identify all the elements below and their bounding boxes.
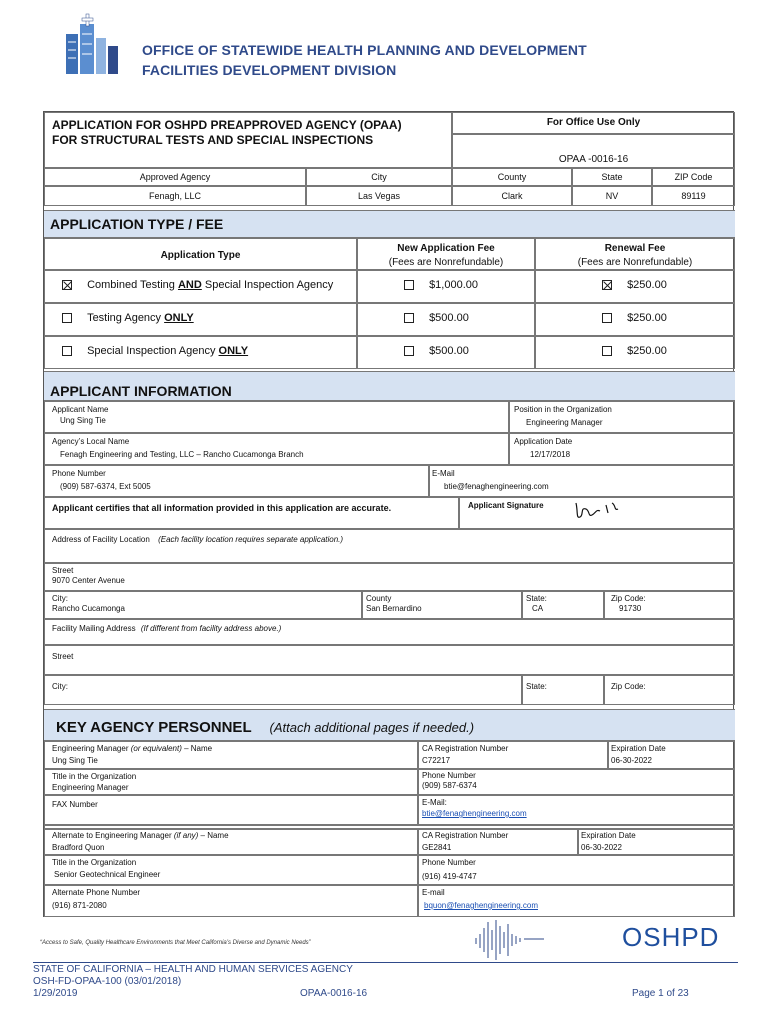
em-ca-reg-value: C72217 bbox=[422, 756, 451, 765]
fee-row-special bbox=[62, 345, 248, 357]
email-value: btie@fenaghengineering.com bbox=[444, 482, 549, 491]
alt-ca-reg-value: GE2841 bbox=[422, 843, 452, 852]
combined-type-label-pre: Combined Testing bbox=[87, 279, 178, 291]
testing-renew-fee-checkbox[interactable] bbox=[602, 313, 612, 323]
form-title-line2: FOR STRUCTURAL TESTS AND SPECIAL INSPECTIONS bbox=[52, 133, 374, 147]
alt-email-label: E-mail bbox=[422, 888, 445, 897]
header-line2: FACILITIES DEVELOPMENT DIVISION bbox=[142, 62, 397, 78]
alt-name-label-post: – Name bbox=[198, 831, 229, 840]
mailing-state-label: State: bbox=[526, 682, 547, 691]
phone-value: (909) 587-6374, Ext 5005 bbox=[60, 482, 151, 491]
certify-statement: Applicant certifies that all information provided in this application are accurate. bbox=[52, 503, 392, 513]
col-renewal-fee bbox=[535, 242, 735, 270]
special-new-fee-amount: $500.00 bbox=[429, 345, 469, 357]
testing-renew-fee bbox=[602, 312, 667, 324]
alt-email-link[interactable]: bquon@fenaghengineering.com bbox=[424, 901, 538, 910]
city-value: Las Vegas bbox=[357, 191, 401, 201]
applicant-section-header: APPLICANT INFORMATION bbox=[44, 371, 735, 401]
facility-city-label: City: bbox=[52, 594, 68, 603]
footer-motto: “Access to Safe, Quality Healthcare Environments that Meet California’s Diverse and Dynamic Needs” bbox=[40, 940, 311, 946]
applicant-name-value: Ung Sing Tie bbox=[60, 416, 106, 425]
special-new-fee-checkbox[interactable] bbox=[404, 346, 414, 356]
alt-ca-reg-label: CA Registration Number bbox=[422, 831, 509, 840]
facility-state-value: CA bbox=[532, 604, 544, 613]
application-date-label: Application Date bbox=[514, 437, 573, 446]
personnel-title: KEY AGENCY PERSONNEL bbox=[56, 719, 252, 736]
em-phone-value: (909) 587-6374 bbox=[422, 781, 477, 790]
combined-type-label-em: AND bbox=[177, 279, 202, 291]
zip-value: 89119 bbox=[681, 191, 706, 201]
testing-new-fee-checkbox[interactable] bbox=[404, 313, 414, 323]
col-new-fee-sub: (Fees are Nonrefundable) bbox=[388, 257, 504, 268]
street-value: 9070 Center Avenue bbox=[52, 576, 125, 585]
facility-state-label: State: bbox=[526, 594, 547, 603]
testing-new-fee-amount: $500.00 bbox=[429, 312, 469, 324]
combined-type-checkbox[interactable] bbox=[62, 280, 72, 290]
alt-name-label-pre: Alternate to Engineering Manager bbox=[52, 831, 174, 840]
mailing-street-label: Street bbox=[52, 652, 74, 661]
mailing-zip-label: Zip Code: bbox=[611, 682, 646, 691]
em-exp-value: 06-30-2022 bbox=[611, 756, 652, 765]
em-name-label-em: (or equivalent) bbox=[130, 744, 182, 753]
approved-agency-value: Fenagh, LLC bbox=[148, 191, 202, 201]
facility-county-label: County bbox=[366, 594, 392, 603]
fee-section-header: APPLICATION TYPE / FEE bbox=[44, 210, 735, 238]
facility-address-note: (Each facility location requires separate application.) bbox=[158, 535, 344, 544]
alt-phone-value: (916) 419-4747 bbox=[422, 872, 477, 881]
zip-label: ZIP Code bbox=[674, 172, 713, 182]
col-renewal-fee-title: Renewal Fee bbox=[604, 243, 666, 254]
facility-zip-label: Zip Code: bbox=[611, 594, 646, 603]
alt-phone2-label: Alternate Phone Number bbox=[52, 888, 141, 897]
footer-page-number: Page 1 of 23 bbox=[632, 988, 689, 999]
combined-renew-fee-checkbox[interactable] bbox=[602, 280, 612, 290]
col-new-fee-title: New Application Fee bbox=[397, 243, 495, 254]
combined-type-label-post: Special Inspection Agency bbox=[201, 279, 334, 291]
em-ca-reg-label: CA Registration Number bbox=[422, 744, 509, 753]
form-title bbox=[52, 118, 402, 148]
header-title bbox=[142, 40, 587, 80]
footer-form-number: OSH-FD-OPAA-100 (03/01/2018) bbox=[33, 976, 182, 987]
testing-new-fee bbox=[404, 312, 469, 324]
applicant-name-label: Applicant Name bbox=[52, 405, 109, 414]
footer-agency: STATE OF CALIFORNIA – HEALTH AND HUMAN SERVICES AGENCY bbox=[33, 964, 353, 975]
application-form bbox=[43, 111, 734, 917]
position-label: Position in the Organization bbox=[514, 405, 612, 414]
facility-county-value: San Bernardino bbox=[366, 604, 422, 613]
em-title-label: Title in the Organization bbox=[52, 772, 137, 781]
alt-phone2-value: (916) 871-2080 bbox=[52, 901, 107, 910]
position-value: Engineering Manager bbox=[526, 418, 603, 427]
county-label: County bbox=[497, 172, 527, 182]
approved-agency-label: Approved Agency bbox=[139, 172, 211, 182]
mailing-address-note: (If different from facility address above.) bbox=[140, 624, 282, 633]
mailing-address-label: Facility Mailing Address bbox=[52, 624, 136, 633]
alt-phone-label: Phone Number bbox=[422, 858, 476, 867]
special-renew-fee-checkbox[interactable] bbox=[602, 346, 612, 356]
facility-address-label-row bbox=[52, 535, 343, 544]
em-name-label bbox=[52, 744, 212, 753]
facility-city-value: Rancho Cucamonga bbox=[52, 604, 125, 613]
street-label: Street bbox=[52, 566, 74, 575]
em-exp-label: Expiration Date bbox=[611, 744, 666, 753]
em-fax-label: FAX Number bbox=[52, 800, 98, 809]
combined-new-fee-checkbox[interactable] bbox=[404, 280, 414, 290]
testing-type-checkbox[interactable] bbox=[62, 313, 72, 323]
facility-address-label: Address of Facility Location bbox=[52, 535, 150, 544]
alt-name-label bbox=[52, 831, 229, 840]
special-type-label-pre: Special Inspection Agency bbox=[87, 345, 219, 357]
footer-doc-number: OPAA-0016-16 bbox=[300, 988, 368, 999]
facility-zip-value: 91730 bbox=[619, 604, 642, 613]
signature-label: Applicant Signature bbox=[468, 501, 544, 510]
fee-row-combined bbox=[62, 279, 333, 291]
combined-new-fee bbox=[404, 279, 478, 291]
opaa-number: OPAA -0016-16 bbox=[558, 154, 629, 165]
fee-row-testing bbox=[62, 312, 194, 324]
combined-renew-fee-amount: $250.00 bbox=[627, 279, 667, 291]
testing-type-label-pre: Testing Agency bbox=[87, 312, 165, 324]
alt-title-label: Title in the Organization bbox=[52, 858, 137, 867]
alt-title-value: Senior Geotechnical Engineer bbox=[54, 870, 161, 879]
county-value: Clark bbox=[501, 191, 523, 201]
mailing-address-label-row bbox=[52, 624, 281, 633]
form-title-line1: APPLICATION FOR OSHPD PREAPPROVED AGENCY (OPAA) bbox=[52, 118, 402, 132]
waveform-icon bbox=[472, 918, 548, 962]
local-name-label: Agency’s Local Name bbox=[52, 437, 130, 446]
oshpd-brand-logo: OSHPD bbox=[622, 922, 720, 952]
col-application-type: Application Type bbox=[160, 250, 241, 261]
em-title-value: Engineering Manager bbox=[52, 783, 129, 792]
em-name-label-pre: Engineering Manager bbox=[52, 744, 131, 753]
alt-name-label-em: (if any) bbox=[173, 831, 199, 840]
alt-exp-label: Expiration Date bbox=[581, 831, 636, 840]
footer-divider bbox=[33, 962, 738, 963]
testing-type-label-em: ONLY bbox=[164, 312, 194, 324]
special-type-label-em: ONLY bbox=[218, 345, 249, 357]
oshpd-building-logo bbox=[62, 10, 122, 80]
special-type-checkbox[interactable] bbox=[62, 346, 72, 356]
special-renew-fee bbox=[602, 345, 667, 357]
phone-label: Phone Number bbox=[52, 469, 106, 478]
applicant-signature bbox=[572, 497, 622, 523]
em-name-value: Ung Sing Tie bbox=[52, 756, 98, 765]
alt-name-value: Bradford Quon bbox=[52, 843, 105, 852]
footer-date: 1/29/2019 bbox=[33, 988, 78, 999]
email-label: E-Mail bbox=[432, 469, 455, 478]
em-name-label-post: – Name bbox=[181, 744, 213, 753]
application-date-value: 12/17/2018 bbox=[530, 450, 571, 459]
office-use-label: For Office Use Only bbox=[546, 117, 641, 128]
col-renewal-fee-sub: (Fees are Nonrefundable) bbox=[577, 257, 693, 268]
col-new-fee bbox=[357, 242, 535, 270]
header-line1: OFFICE OF STATEWIDE HEALTH PLANNING AND DEVELOPMENT bbox=[142, 42, 587, 58]
city-label: City bbox=[371, 172, 387, 182]
personnel-section-header bbox=[44, 709, 735, 741]
combined-renew-fee bbox=[602, 279, 667, 291]
personnel-note: (Attach additional pages if needed.) bbox=[269, 720, 475, 735]
em-phone-label: Phone Number bbox=[422, 771, 476, 780]
testing-renew-fee-amount: $250.00 bbox=[627, 312, 667, 324]
em-email-label: E-Mail: bbox=[422, 798, 447, 807]
combined-new-fee-amount: $1,000.00 bbox=[429, 279, 478, 291]
alt-exp-value: 06-30-2022 bbox=[581, 843, 622, 852]
special-new-fee bbox=[404, 345, 469, 357]
state-label: State bbox=[601, 172, 623, 182]
state-value: NV bbox=[605, 191, 619, 201]
special-renew-fee-amount: $250.00 bbox=[627, 345, 667, 357]
em-email-link[interactable]: btie@fenaghengineering.com bbox=[422, 809, 527, 818]
mailing-city-label: City: bbox=[52, 682, 68, 691]
local-name-value: Fenagh Engineering and Testing, LLC – Rancho Cucamonga Branch bbox=[60, 450, 304, 459]
